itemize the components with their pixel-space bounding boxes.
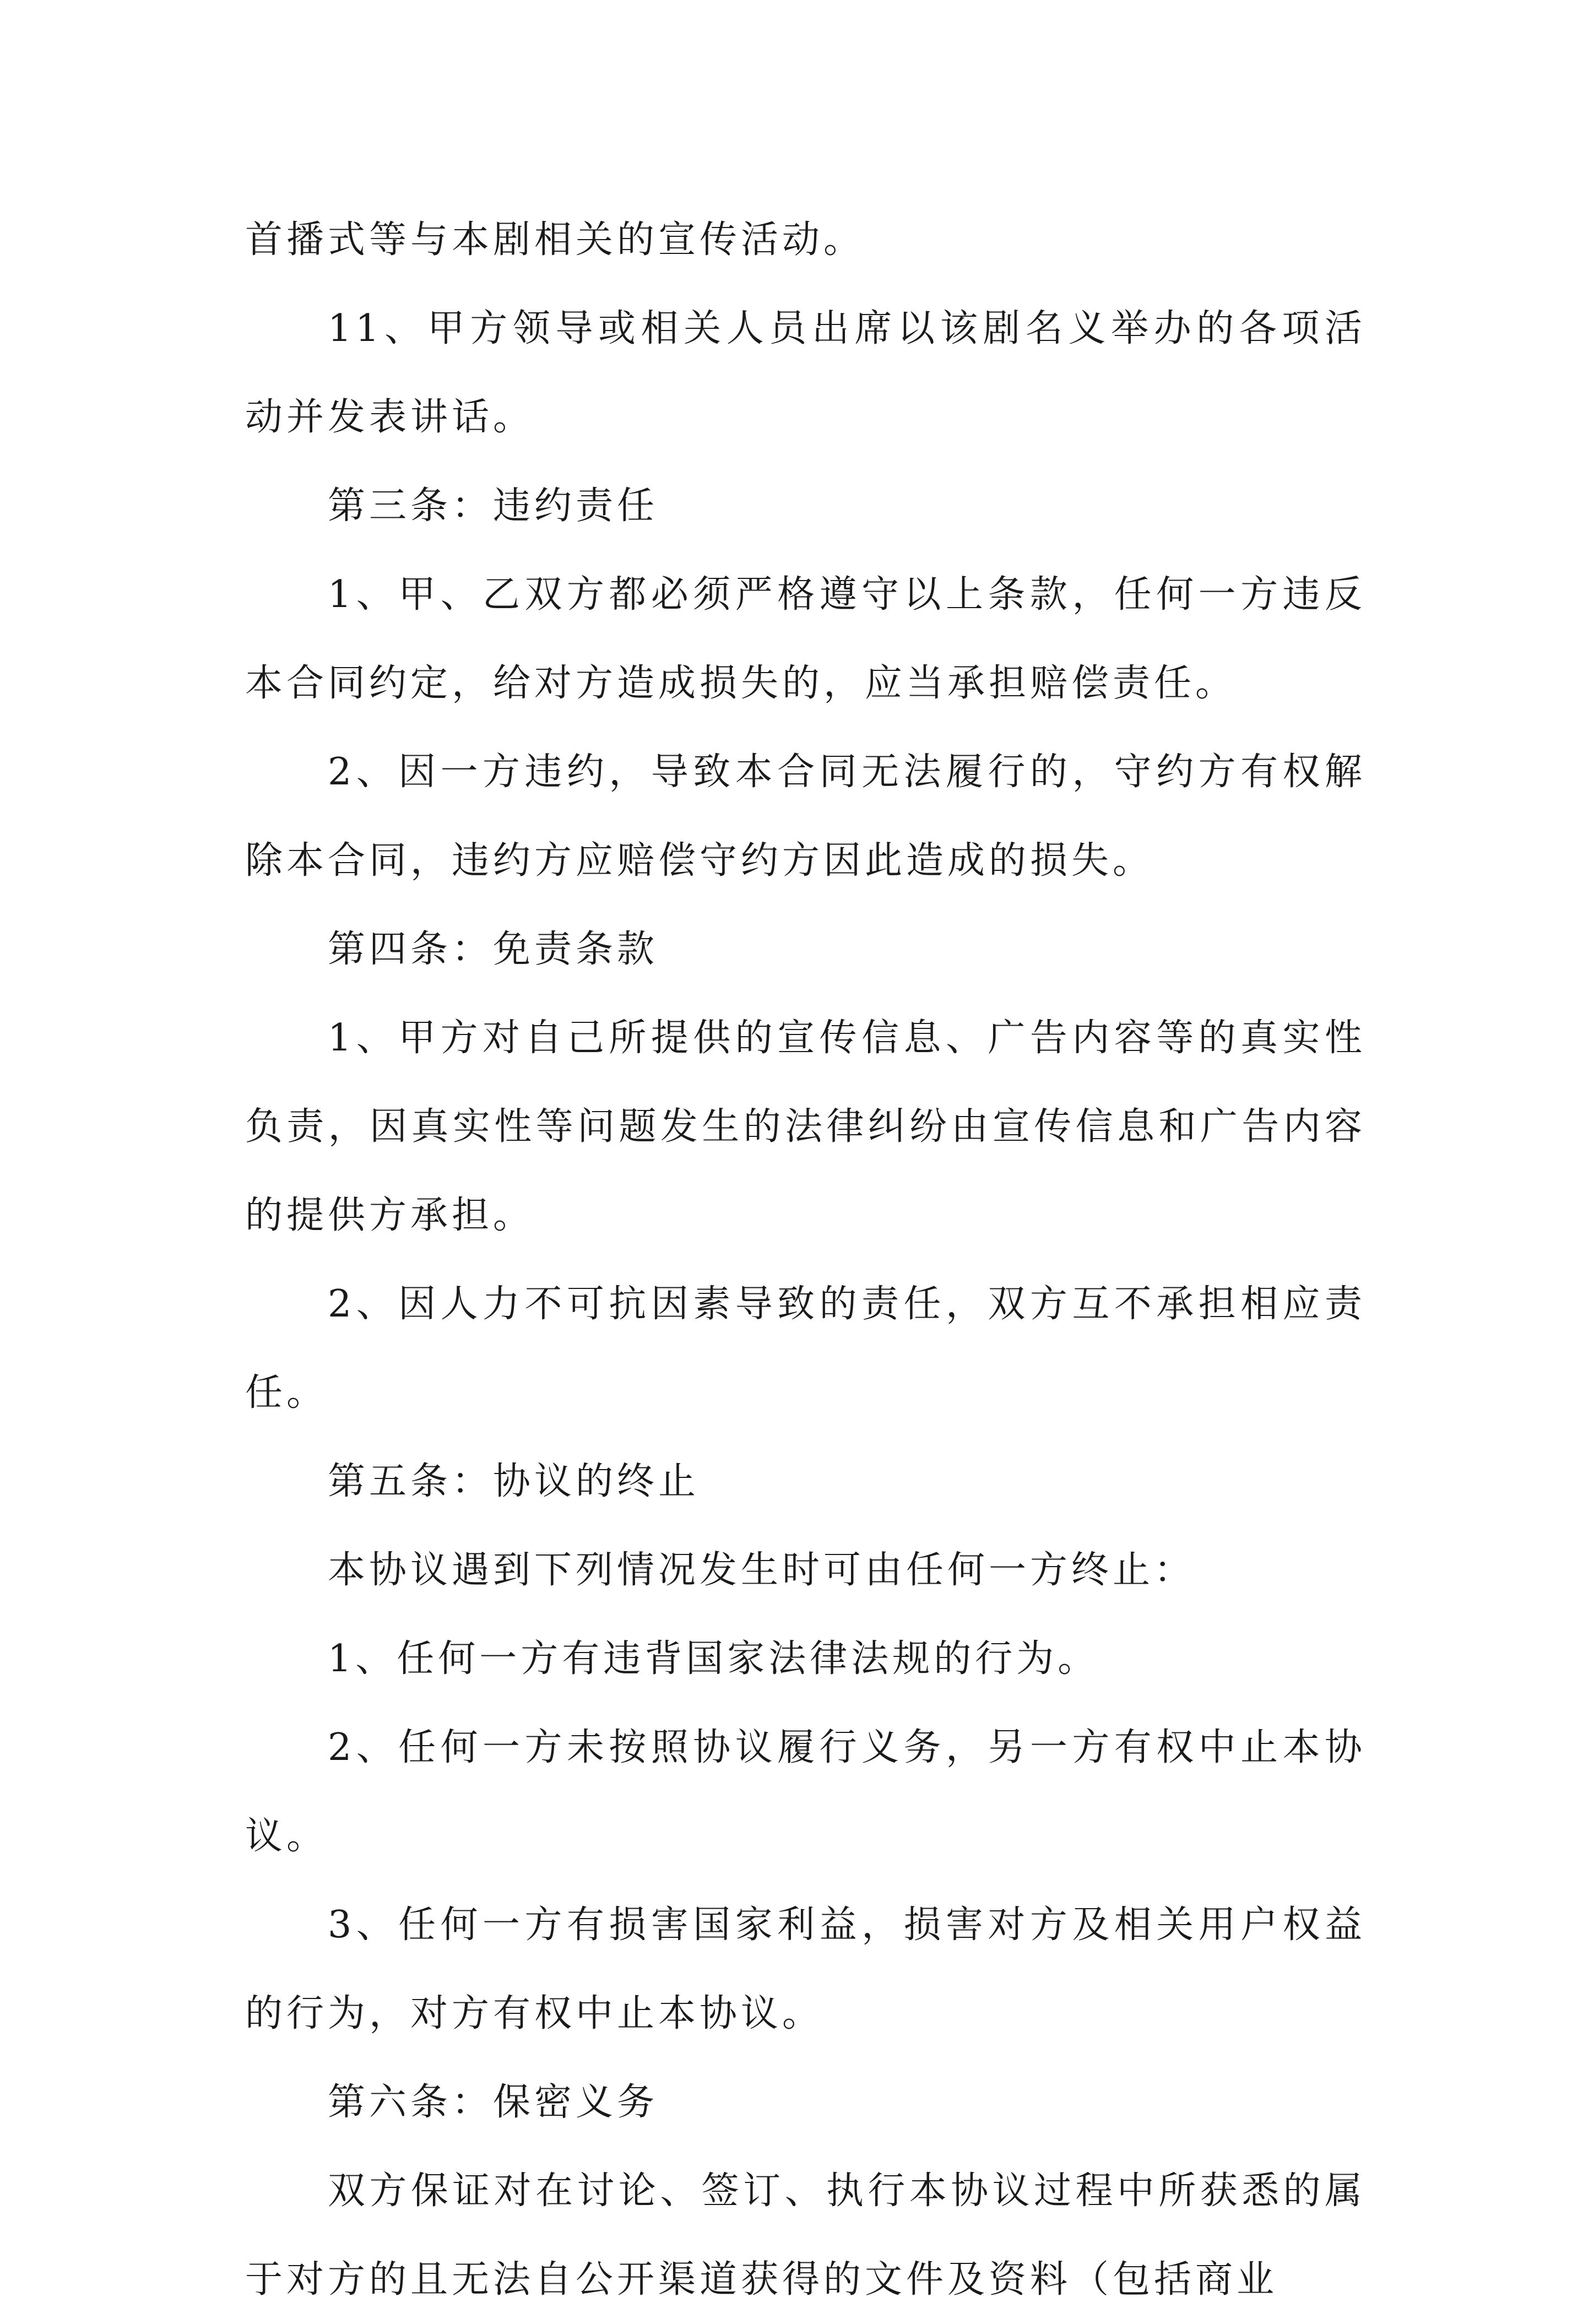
clause-item-5-2: 2、任何一方未按照协议履行义务，另一方有权中止本协议。 — [245, 1726, 1366, 1858]
section-heading-article-3: 第三条：违约责任 — [328, 484, 659, 528]
clause-item-5-3: 3、任何一方有损害国家利益，损害对方及相关用户权益的行为，对方有权中止本协议。 — [245, 1903, 1366, 2035]
section-heading-article-4: 第四条：免责条款 — [328, 928, 659, 971]
paragraph-continuation: 首播式等与本剧相关的宣传活动。 — [245, 218, 865, 262]
clause-item-5-1: 1、任何一方有违背国家法律法规的行为。 — [328, 1637, 1099, 1681]
clause-item-6-1: 双方保证对在讨论、签订、执行本协议过程中所获悉的属于对方的且无法自公开渠道获得的文件及资料（包括商业 — [245, 2169, 1366, 2301]
clause-item-4-1: 1、甲方对自己所提供的宣传信息、广告内容等的真实性负责，因真实性等问题发生的法律纠纷由宣传信息和广告内容的提供方承担。 — [245, 1016, 1366, 1237]
clause-intro-5: 本协议遇到下列情况发生时可由任何一方终止： — [328, 1548, 1196, 1592]
clause-item-3-1: 1、甲、乙双方都必须严格遵守以上条款，任何一方违反本合同约定，给对方造成损失的，应当承担赔偿责任。 — [245, 573, 1366, 705]
clause-item-11: 11、甲方领导或相关人员出席以该剧名义举办的各项活动并发表讲话。 — [245, 307, 1366, 439]
clause-item-3-2: 2、因一方违约，导致本合同无法履行的，守约方有权解除本合同，违约方应赔偿守约方因此造成的损失。 — [245, 750, 1366, 882]
section-heading-article-5: 第五条：协议的终止 — [328, 1460, 700, 1503]
clause-item-4-2: 2、因人力不可抗因素导致的责任，双方互不承担相应责任。 — [245, 1282, 1366, 1415]
section-heading-article-6: 第六条：保密义务 — [328, 2081, 659, 2124]
document-body — [245, 196, 1366, 2324]
